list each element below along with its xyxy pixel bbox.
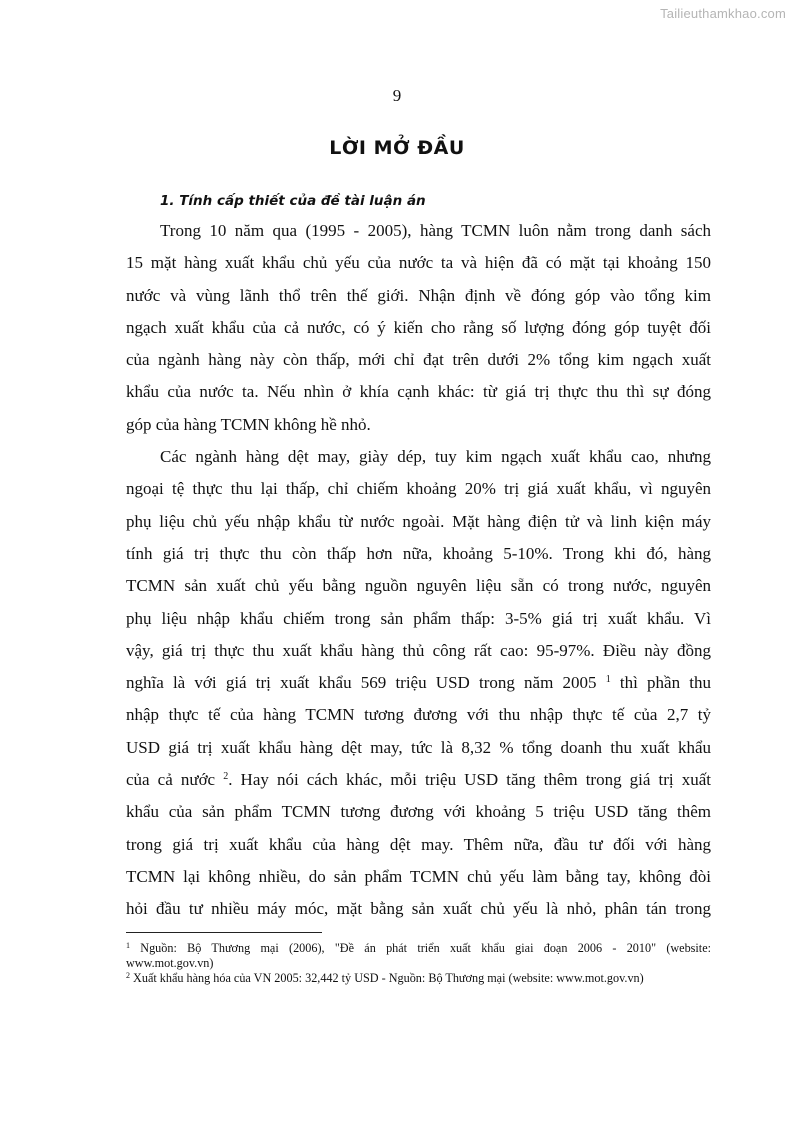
footnote-divider — [126, 932, 322, 933]
text-line: khẩu của nước ta. Nếu nhìn ở khía cạnh khác: từ giá trị thực thu thì sự đóng — [126, 382, 711, 402]
text-line: ngoại tệ thực thu lại thấp, chỉ chiếm khoảng 20% trị giá xuất khẩu, vì nguyên — [126, 479, 711, 499]
footnote-2-number: 2 — [126, 971, 130, 980]
footnotes — [126, 941, 711, 986]
page-title: LỜI MỞ ĐẦU — [329, 137, 465, 159]
text-line: nhập thực tế của hàng TCMN tương đương với thu nhập thực tế của 2,7 tỷ — [126, 705, 711, 725]
footnote-1-text: Nguồn: Bộ Thương mại (2006), "Đề án phát triển xuất khẩu giai đoạn 2006 - 2010" (website: — [130, 941, 711, 955]
text-line: phụ liệu chủ yếu nhập khẩu từ nước ngoài. Mặt hàng điện tử và linh kiện máy — [126, 511, 711, 531]
text-segment: thì phần thu — [610, 673, 711, 693]
text-line: hỏi đầu tư nhiều máy móc, mặt bằng sản xuất chủ yếu là nhỏ, phân tán trong — [126, 899, 711, 919]
text-line: khẩu của sản phẩm TCMN tương đương với khoảng 5 triệu USD tăng thêm — [126, 802, 711, 822]
text-line: Trong 10 năm qua (1995 - 2005), hàng TCMN luôn nằm trong danh sách — [160, 221, 711, 240]
footnote-1-url[interactable]: www.mot.gov.vn) — [126, 956, 214, 970]
footnote-ref-2[interactable]: 2 — [223, 771, 229, 783]
text-line — [126, 764, 711, 796]
footnote-ref-1[interactable]: 1 — [605, 674, 611, 686]
text-line: góp của hàng TCMN không hề nhỏ. — [126, 414, 371, 434]
body-text — [126, 215, 711, 926]
text-line: vậy, giá trị thực thu xuất khẩu hàng thủ công rất cao: 95-97%. Điều này đồng — [126, 640, 711, 660]
text-line: nước và vùng lãnh thổ trên thế giới. Nhận định về đóng góp vào tổng kim — [126, 285, 711, 305]
text-segment: của cả nước — [126, 770, 224, 790]
footnote-1-line — [126, 941, 711, 956]
text-line — [126, 667, 711, 699]
text-line: Các ngành hàng dệt may, giày dép, tuy kim ngạch xuất khẩu cao, nhưng — [160, 447, 711, 467]
text-line: trong giá trị xuất khẩu của hàng dệt may. Thêm nữa, đầu tư đối với hàng — [126, 834, 711, 854]
text-line: TCMN lại không nhiều, do sản phẩm TCMN chủ yếu làm bằng tay, không đòi — [126, 866, 711, 886]
text-line: USD giá trị xuất khẩu hàng dệt may, tức là 8,32 % tổng doanh thu xuất khẩu — [126, 737, 711, 757]
footnote-2-text: Xuất khẩu hàng hóa của VN 2005: 32,442 tỷ USD - Nguồn: Bộ Thương mại (website: www.mot.gov.vn) — [130, 971, 644, 985]
page-number: 9 — [392, 86, 402, 105]
section-heading: 1. Tính cấp thiết của đề tài luận án — [160, 193, 426, 209]
footnote-2-line — [126, 971, 711, 986]
text-line: TCMN sản xuất chủ yếu bằng nguồn nguyên liệu sẵn có trong nước, nguyên — [126, 576, 711, 596]
text-line: ngạch xuất khẩu của cả nước, có ý kiến cho rằng số lượng đóng góp tuyệt đối — [126, 317, 711, 337]
paragraph-2 — [126, 441, 711, 925]
paragraph-1 — [126, 215, 711, 441]
text-segment: . Hay nói cách khác, mỗi triệu USD tăng thêm trong giá trị xuất — [228, 770, 712, 790]
text-line: phụ liệu nhập khẩu chiếm trong sản phẩm thấp: 3-5% giá trị xuất khẩu. Vì — [126, 608, 711, 628]
text-line: 15 mặt hàng xuất khẩu chủ yếu của nước ta và hiện đã có mặt tại khoảng 150 — [126, 253, 711, 273]
footnote-1-number: 1 — [126, 941, 130, 950]
text-segment: nghĩa là với giá trị xuất khẩu 569 triệu USD trong năm 2005 — [126, 673, 606, 693]
watermark: Tailieuthamkhao.com — [660, 6, 786, 21]
text-line: của ngành hàng này còn thấp, mới chỉ đạt trên dưới 2% tổng kim ngạch xuất — [126, 350, 711, 370]
text-line: tính giá trị thực thu còn thấp hơn nữa, khoảng 5-10%. Trong khi đó, hàng — [126, 543, 711, 563]
